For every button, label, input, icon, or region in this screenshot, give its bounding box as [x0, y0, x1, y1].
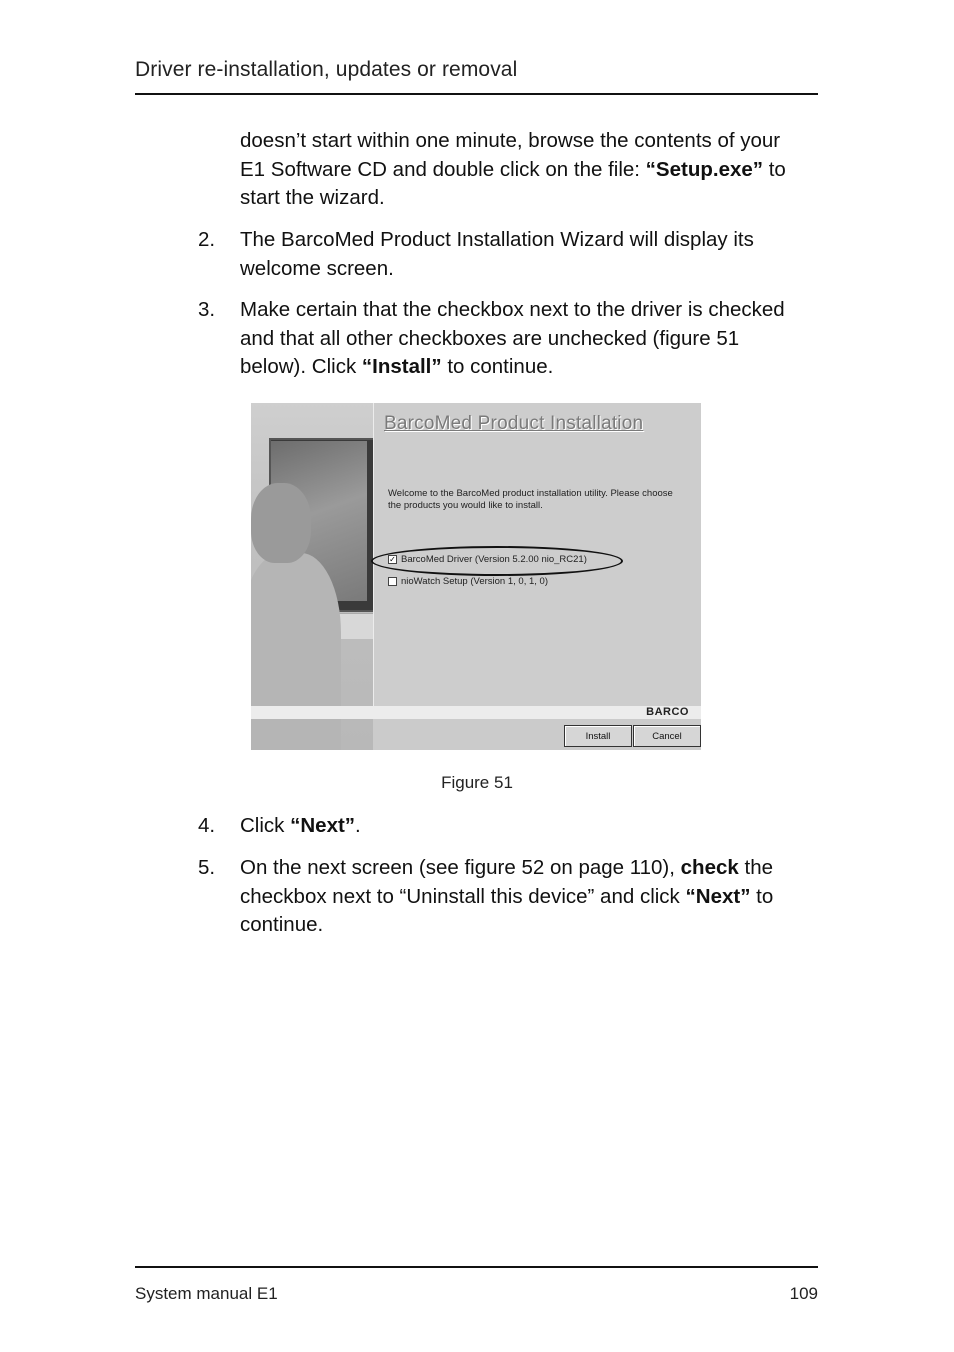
- niowatch-option-label: nioWatch Setup (Version 1, 0, 1, 0): [401, 576, 548, 587]
- running-header-title: Driver re-installation, updates or removal: [135, 58, 518, 81]
- step-5-line-2-end: to: [750, 884, 774, 908]
- footer-rule: [135, 1266, 818, 1268]
- next-keyword-2: “Next”: [685, 884, 751, 908]
- next-keyword: “Next”: [290, 814, 356, 837]
- step-4-post: .: [355, 814, 361, 837]
- figure-caption: Figure 51: [441, 773, 513, 792]
- step-3-text: [240, 296, 820, 382]
- footer-page-number: 109: [789, 1284, 818, 1303]
- intro-line-1: doesn’t start within one minute, browse the contents of your: [240, 129, 781, 152]
- install-keyword: “Install”: [361, 355, 442, 378]
- driver-option-label: BarcoMed Driver (Version 5.2.00 nio_RC21): [401, 554, 587, 565]
- driver-checkbox[interactable]: ✓: [389, 555, 396, 564]
- welcome-message: Welcome to the BarcoMed product installation utility. Please choose the products you would like to install.: [388, 488, 673, 511]
- step-3-line-2: and that all other checkboxes are unchecked (figure 51: [240, 326, 740, 350]
- intro-line-2-end: to: [763, 157, 786, 181]
- intro-line-3: start the wizard.: [240, 186, 385, 209]
- step-3-line-1: Make certain that the checkbox next to the driver is checked: [240, 298, 785, 321]
- check-keyword: check: [680, 856, 739, 879]
- installer-screenshot: [251, 403, 701, 750]
- step-2-line-1: The BarcoMed Product Installation Wizard will display its: [240, 228, 754, 251]
- person-body-image: [251, 553, 341, 750]
- header-rule: [135, 93, 818, 95]
- step-4-pre: Click: [240, 814, 291, 837]
- install-button[interactable]: Install: [564, 725, 632, 747]
- step-3-line-3: below). Click: [240, 355, 362, 378]
- step-2-text: [240, 226, 820, 283]
- intro-paragraph: [240, 127, 820, 213]
- setup-exe-filename: “Setup.exe”: [645, 157, 764, 181]
- step-3-line-3-end: to continue.: [441, 355, 554, 378]
- niowatch-checkbox[interactable]: [388, 577, 397, 586]
- cancel-button[interactable]: Cancel: [633, 725, 701, 747]
- step-4-text: [240, 812, 820, 841]
- step-5-line-1-end: the: [738, 856, 773, 879]
- radiology-photo: [251, 403, 373, 750]
- person-head-image: [251, 483, 311, 563]
- intro-line-2: E1 Software CD and double click on the file:: [240, 157, 646, 181]
- step-5-line-1: On the next screen (see figure 52 on page 110),: [240, 856, 681, 879]
- step-5-number: 5.: [198, 856, 216, 879]
- dialog-title: BarcoMed Product Installation: [384, 413, 644, 434]
- step-2-number: 2.: [198, 228, 216, 251]
- step-2-line-2: welcome screen.: [240, 256, 394, 280]
- step-5-line-3: continue.: [240, 913, 324, 936]
- barco-logo: BARCO: [646, 706, 689, 718]
- dialog-separator: [251, 706, 701, 719]
- option-niowatch-setup[interactable]: [388, 576, 548, 587]
- footer-manual-title: System manual E1: [135, 1284, 278, 1303]
- step-5-text: [240, 854, 820, 940]
- step-3-number: 3.: [198, 298, 216, 321]
- highlight-ellipse: [371, 546, 623, 576]
- step-5-line-2: checkbox next to “Uninstall this device” and click: [240, 884, 686, 908]
- step-4-number: 4.: [198, 814, 216, 837]
